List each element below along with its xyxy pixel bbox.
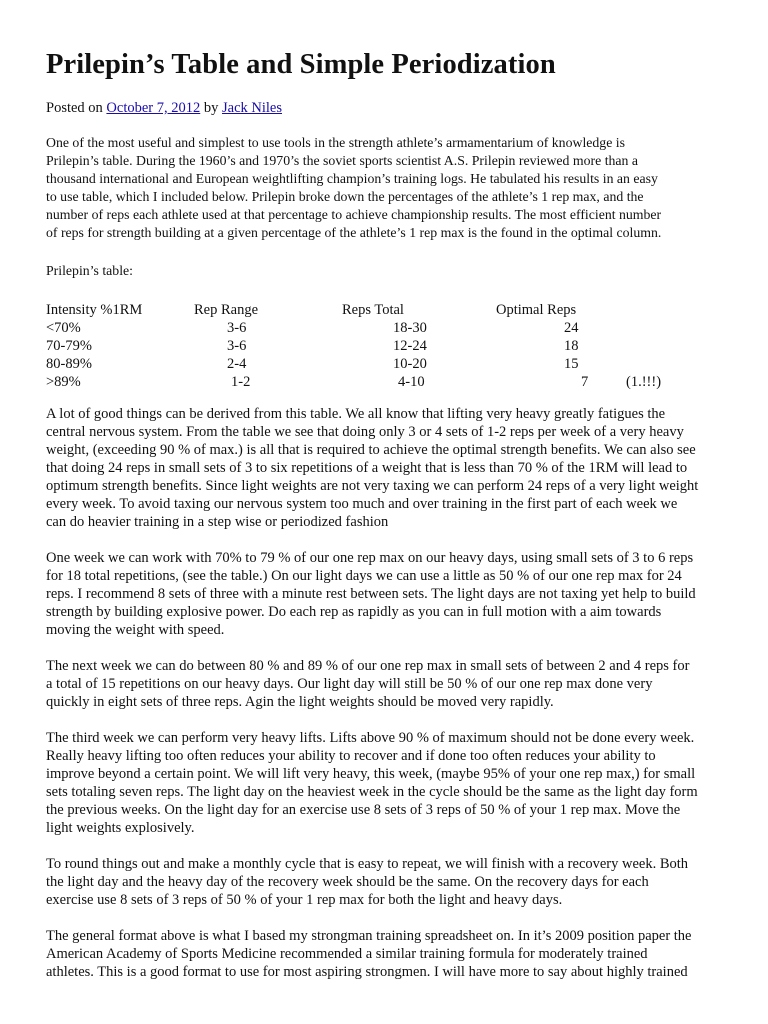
table-header-intensity: Intensity %1RM: [46, 302, 143, 318]
text-line: to use table, which I included below. Prilepin broke down the percentages of the athlete’s 1 rep max, and the: [46, 189, 644, 204]
body-paragraph: [46, 855, 730, 909]
text-line: The general format above is what I based my strongman training spreadsheet on. In it’s 2009 position paper the: [46, 928, 692, 944]
text-line: thousand international and European weightlifting champion’s training logs. He tabulated his results in an easy: [46, 171, 658, 186]
body-paragraph: [46, 549, 730, 639]
article: [46, 0, 730, 981]
text-line: To round things out and make a monthly cycle that is easy to repeat, we will finish with a recovery week. Both: [46, 856, 689, 872]
text-line: athletes. This is a good format to use for most aspiring strongmen. I will have more to say about highly trained: [46, 964, 688, 980]
text-line: for 18 total repetitions, (see the table.) On our light days we can use a little as 50 % of our one rep max for 24: [46, 568, 682, 584]
table-cell-rep-range: 2-4: [227, 356, 247, 372]
text-line: weight, (exceeding 90 % of max.) is all that is required to achieve the optimal strength benefits. We can also see: [46, 442, 696, 458]
table-cell-note: (1.!!!): [626, 374, 662, 390]
table-cell-optimal: 7: [581, 374, 589, 390]
text-line: can do heavier training in a step wise or periodized fashion: [46, 514, 389, 530]
text-line: The next week we can do between 80 % and 89 % of our one rep max in small sets of between 2 and 4 reps for: [46, 658, 690, 674]
body-paragraph: [46, 927, 730, 981]
table-cell-intensity: 70-79%: [46, 338, 92, 354]
text-line: strength by building explosive power. Do each rep as rapidly as you can in full motion with a aim towards: [46, 604, 662, 620]
text-line: quickly in eight sets of three reps. Agin the light weights should be moved very rapidly.: [46, 694, 554, 710]
table-cell-rep-range: 3-6: [227, 338, 247, 354]
posted-on-label: Posted on: [46, 100, 103, 116]
table-header-optimal-reps: Optimal Reps: [496, 302, 577, 318]
text-line: A lot of good things can be derived from this table. We all know that lifting very heavy greatly fatigues the: [46, 406, 666, 422]
table-cell-intensity: 80-89%: [46, 356, 92, 372]
table-header-reps-total: Reps Total: [342, 302, 404, 318]
text-line: the light day and the heavy day of the recovery week should be the same. On the recovery days for each: [46, 874, 649, 890]
table-cell-intensity: <70%: [46, 320, 81, 336]
prilepin-table: [46, 301, 730, 391]
text-line: moving the weight with speed.: [46, 622, 225, 638]
text-line: The third week we can perform very heavy lifts. Lifts above 90 % of maximum should not be done every week.: [46, 730, 695, 746]
text-line: a total of 15 repetitions on our heavy days. Our light day will still be 50 % of our one rep max done very: [46, 676, 653, 692]
text-line: reps. I recommend 8 sets of three with a minute rest between sets. The light days are not taxing yet help to build: [46, 586, 696, 602]
text-line: of reps for strength building at a given percentage of the athlete’s 1 rep max is the found in the optimal column.: [46, 225, 662, 240]
text-line: One week we can work with 70% to 79 % of our one rep max on our heavy days, using small sets of 3 to 6 reps: [46, 550, 694, 566]
table-cell-intensity: >89%: [46, 374, 81, 390]
post-meta: [46, 99, 730, 117]
text-line: central nervous system. From the table we see that doing only 3 or 4 sets of 1-2 reps per week of a very heavy: [46, 424, 684, 440]
page-title: Prilepin’s Table and Simple Periodization: [46, 49, 556, 80]
text-line: improve beyond a certain point. We will lift very heavy, this week, (maybe 95% of your one rep max,) for small: [46, 766, 696, 782]
text-line: sets totaling seven reps. The light day on the heaviest week in the cycle should be the same as the light day form: [46, 784, 698, 800]
text-line: light weights explosively.: [46, 820, 195, 836]
table-cell-optimal: 18: [564, 338, 579, 354]
text-line: American Academy of Sports Medicine recommended a similar training formula for moderately trained: [46, 946, 648, 962]
text-line: number of reps each athlete used at that percentage to achieve championship results. The most efficient number: [46, 207, 662, 222]
body-paragraph: [46, 657, 730, 711]
body-paragraph: [46, 729, 730, 837]
table-cell-reps-total: 12-24: [393, 338, 427, 354]
table-cell-rep-range: 3-6: [227, 320, 247, 336]
text-line: exercise use 8 sets of 3 reps of 50 % of your 1 rep max for both the light and heavy days.: [46, 892, 563, 908]
table-header-rep-range: Rep Range: [194, 302, 259, 318]
text-line: Prilepin’s table. During the 1960’s and 1970’s the soviet sports scientist A.S. Prilepin reviewed more than a: [46, 153, 639, 168]
intro-paragraph: [46, 134, 730, 242]
text-line: optimum strength benefits. Since light weights are not very taxing we can perform 24 reps of a very light weight: [46, 478, 699, 494]
author-link[interactable]: Jack Niles: [222, 100, 282, 116]
text-line: that doing 24 reps in small sets of 3 to six repetitions of a weight that is less than 70 % of the 1RM will lead to: [46, 460, 688, 476]
text-line: every week. To avoid taxing our nervous system too much and over training in the first part of each week we: [46, 496, 678, 512]
table-cell-reps-total: 10-20: [393, 356, 427, 372]
table-cell-rep-range: 1-2: [231, 374, 251, 390]
table-cell-reps-total: 4-10: [398, 374, 425, 390]
table-cell-reps-total: 18-30: [393, 320, 427, 336]
post-date-link[interactable]: October 7, 2012: [106, 100, 201, 116]
text-line: the previous weeks. On the light day for an exercise use 8 sets of 3 reps of 50 % of your 1 rep max. Move the: [46, 802, 681, 818]
by-label: by: [203, 100, 219, 116]
table-cell-optimal: 15: [564, 356, 579, 372]
table-cell-optimal: 24: [564, 320, 579, 336]
text-line: Really heavy lifting too often reduces your ability to recover and if done too often reduces your ability to: [46, 748, 656, 764]
body-paragraph: [46, 405, 730, 531]
text-line: One of the most useful and simplest to use tools in the strength athlete’s armamentarium of knowledge is: [46, 135, 625, 150]
table-label: Prilepin’s table:: [46, 263, 133, 278]
